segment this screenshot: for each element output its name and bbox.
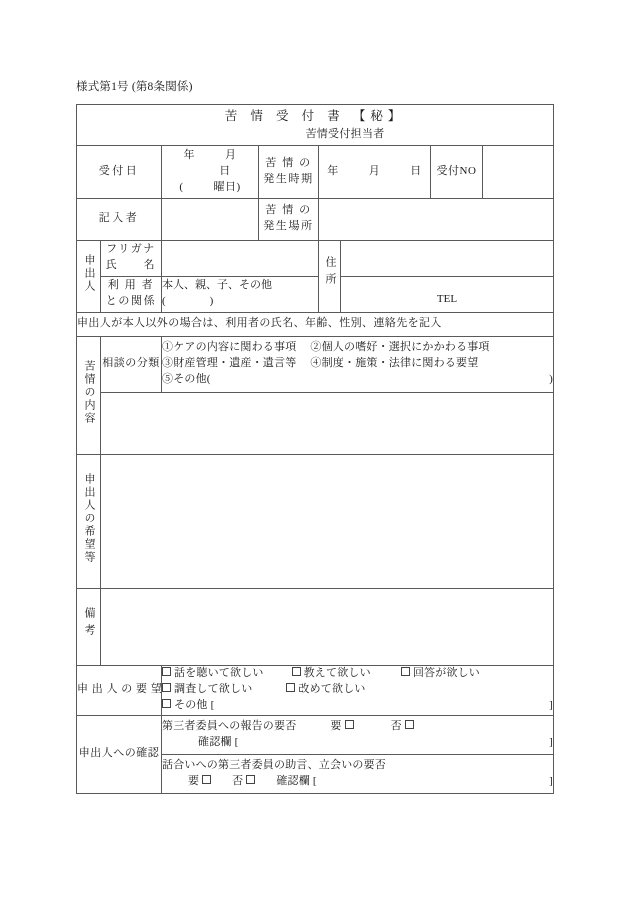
request-options[interactable] xyxy=(162,665,554,715)
relation-label: 利 用 者 との関係 xyxy=(101,276,162,312)
request-other-open-bracket: [ xyxy=(210,699,215,712)
receipt-date-value[interactable] xyxy=(162,146,259,199)
classification-label: 相談の分類 xyxy=(101,336,162,392)
checkbox-report-no[interactable] xyxy=(405,720,414,729)
occurrence-date-value[interactable] xyxy=(319,146,431,199)
applicant-notice-text: 申出人が本人以外の場合は、利用者の氏名、年齢、性別、連絡先を記入 xyxy=(77,312,554,336)
wishes-value[interactable] xyxy=(101,454,554,588)
report-yes-label: 要 xyxy=(330,719,342,732)
writer-label: 記入者 xyxy=(77,198,162,240)
complaint-section-label: 苦情の内容 xyxy=(77,336,101,454)
confirmation-label: 申出人への確認 xyxy=(77,715,162,793)
form-title-cell xyxy=(77,105,554,146)
advice-confirm-open-bracket: [ xyxy=(312,774,317,787)
writer-value[interactable] xyxy=(162,198,259,240)
request-other-close-bracket: ] xyxy=(549,699,554,712)
checkbox-report-yes[interactable] xyxy=(345,720,354,729)
wishes-section-label: 申出人の希望等 xyxy=(77,454,101,588)
tel-field[interactable] xyxy=(341,276,554,312)
remarks-value[interactable] xyxy=(101,588,554,665)
applicant-wishes-row xyxy=(77,454,554,588)
report-confirm-open-bracket: [ xyxy=(234,735,239,748)
receipt-date-label: 受付日 xyxy=(77,146,162,199)
request-option-other[interactable]: その他 xyxy=(174,699,208,712)
tel-label: TEL xyxy=(436,292,458,305)
category-option-2[interactable]: ②個人の嗜好・選択にかかわる事項 xyxy=(310,341,490,354)
advice-no-label: 否 xyxy=(232,774,244,787)
occurrence-time-label: 苦 情 の 発生時期 xyxy=(259,146,319,199)
request-option-improve[interactable]: 改めて欲しい xyxy=(298,683,366,696)
category-option-3[interactable]: ③財産管理・遺産・遺言等 xyxy=(162,357,297,370)
receipt-year-label: 年 xyxy=(183,149,195,161)
checkbox-teach[interactable] xyxy=(292,667,301,676)
secret-mark: 【秘】 xyxy=(352,108,406,123)
advice-confirm-close-bracket: ] xyxy=(549,774,554,787)
weekday-open-paren: ( xyxy=(179,180,184,193)
receipt-day-label: 日 xyxy=(219,164,231,177)
form-title: 苦 情 受 付 書 【秘】 xyxy=(224,108,406,123)
advice-yes-label: 要 xyxy=(188,774,200,787)
checkbox-listen[interactable] xyxy=(162,667,171,676)
occ-day-label: 日 xyxy=(410,164,422,177)
remarks-section-label: 備考 xyxy=(77,588,101,665)
checkbox-advice-no[interactable] xyxy=(246,775,255,784)
confirmation-report-row xyxy=(77,715,554,754)
checkbox-advice-yes[interactable] xyxy=(202,775,211,784)
address-label: 住所 xyxy=(319,240,341,312)
relation-options[interactable]: 本人、親、子、その他( ) xyxy=(162,276,319,312)
request-option-listen[interactable]: 話を聴いて欲しい xyxy=(174,667,264,680)
occ-year-label: 年 xyxy=(327,164,339,177)
applicant-name-value[interactable] xyxy=(162,240,319,276)
title-row xyxy=(77,105,554,146)
receipt-no-value[interactable] xyxy=(483,146,554,199)
request-option-teach[interactable]: 教えて欲しい xyxy=(303,667,371,680)
report-question: 第三者委員への報告の要否 xyxy=(162,719,297,732)
complaint-classification-row xyxy=(77,336,554,392)
occurrence-place-label: 苦 情 の 発生場所 xyxy=(259,198,319,240)
receipt-date-row xyxy=(77,146,554,199)
furigana-name-label: フリガナ 氏 名 xyxy=(101,240,162,276)
advice-question: 話合いへの第三者委員の助言、立会いの要否 xyxy=(162,758,386,771)
category-option-5-close: ) xyxy=(549,373,554,386)
applicant-name-row xyxy=(77,240,554,276)
request-row xyxy=(77,665,554,715)
category-option-4[interactable]: ④制度・施策・法律に関わる要望 xyxy=(310,357,479,370)
category-option-1[interactable]: ①ケアの内容に関わる事項 xyxy=(162,341,297,354)
request-option-investigate[interactable]: 調査して欲しい xyxy=(174,683,253,696)
weekday-label: 曜日) xyxy=(213,180,241,193)
report-no-label: 否 xyxy=(390,719,402,732)
form-number-label: 様式第1号 (第8条関係) xyxy=(76,81,193,93)
writer-row xyxy=(77,198,554,240)
receipt-no-label: 受付NO xyxy=(431,146,483,199)
complaint-content-value[interactable] xyxy=(101,392,554,454)
checkbox-investigate[interactable] xyxy=(162,683,171,692)
classification-options[interactable] xyxy=(162,336,554,392)
remarks-row xyxy=(77,588,554,665)
confirmation-advice-options[interactable] xyxy=(162,754,554,793)
form-subtitle: 苦情受付担当者 xyxy=(305,128,385,141)
occurrence-place-value[interactable] xyxy=(319,198,554,240)
complaint-content-row xyxy=(77,392,554,454)
report-confirm-close-bracket: ] xyxy=(549,735,554,748)
checkbox-other[interactable] xyxy=(162,699,171,708)
advice-confirm-label: 確認欄 xyxy=(276,774,310,787)
request-label: 申 出 人 の 要 望 xyxy=(77,665,162,715)
occ-month-label: 月 xyxy=(368,164,381,177)
checkbox-answer[interactable] xyxy=(401,667,410,676)
applicant-section-label: 申出人 xyxy=(77,240,101,312)
applicant-relation-row xyxy=(77,276,554,312)
checkbox-improve[interactable] xyxy=(286,683,295,692)
request-option-answer[interactable]: 回答が欲しい xyxy=(412,667,481,680)
confirmation-report-options[interactable] xyxy=(162,715,554,754)
applicant-notice-row xyxy=(77,312,554,336)
complaint-form-table xyxy=(76,104,554,794)
report-confirm-label: 確認欄 xyxy=(198,735,232,748)
applicant-address-value[interactable] xyxy=(341,240,554,276)
category-option-5[interactable]: ⑤その他( xyxy=(162,373,211,386)
receipt-month-label: 月 xyxy=(225,149,237,161)
